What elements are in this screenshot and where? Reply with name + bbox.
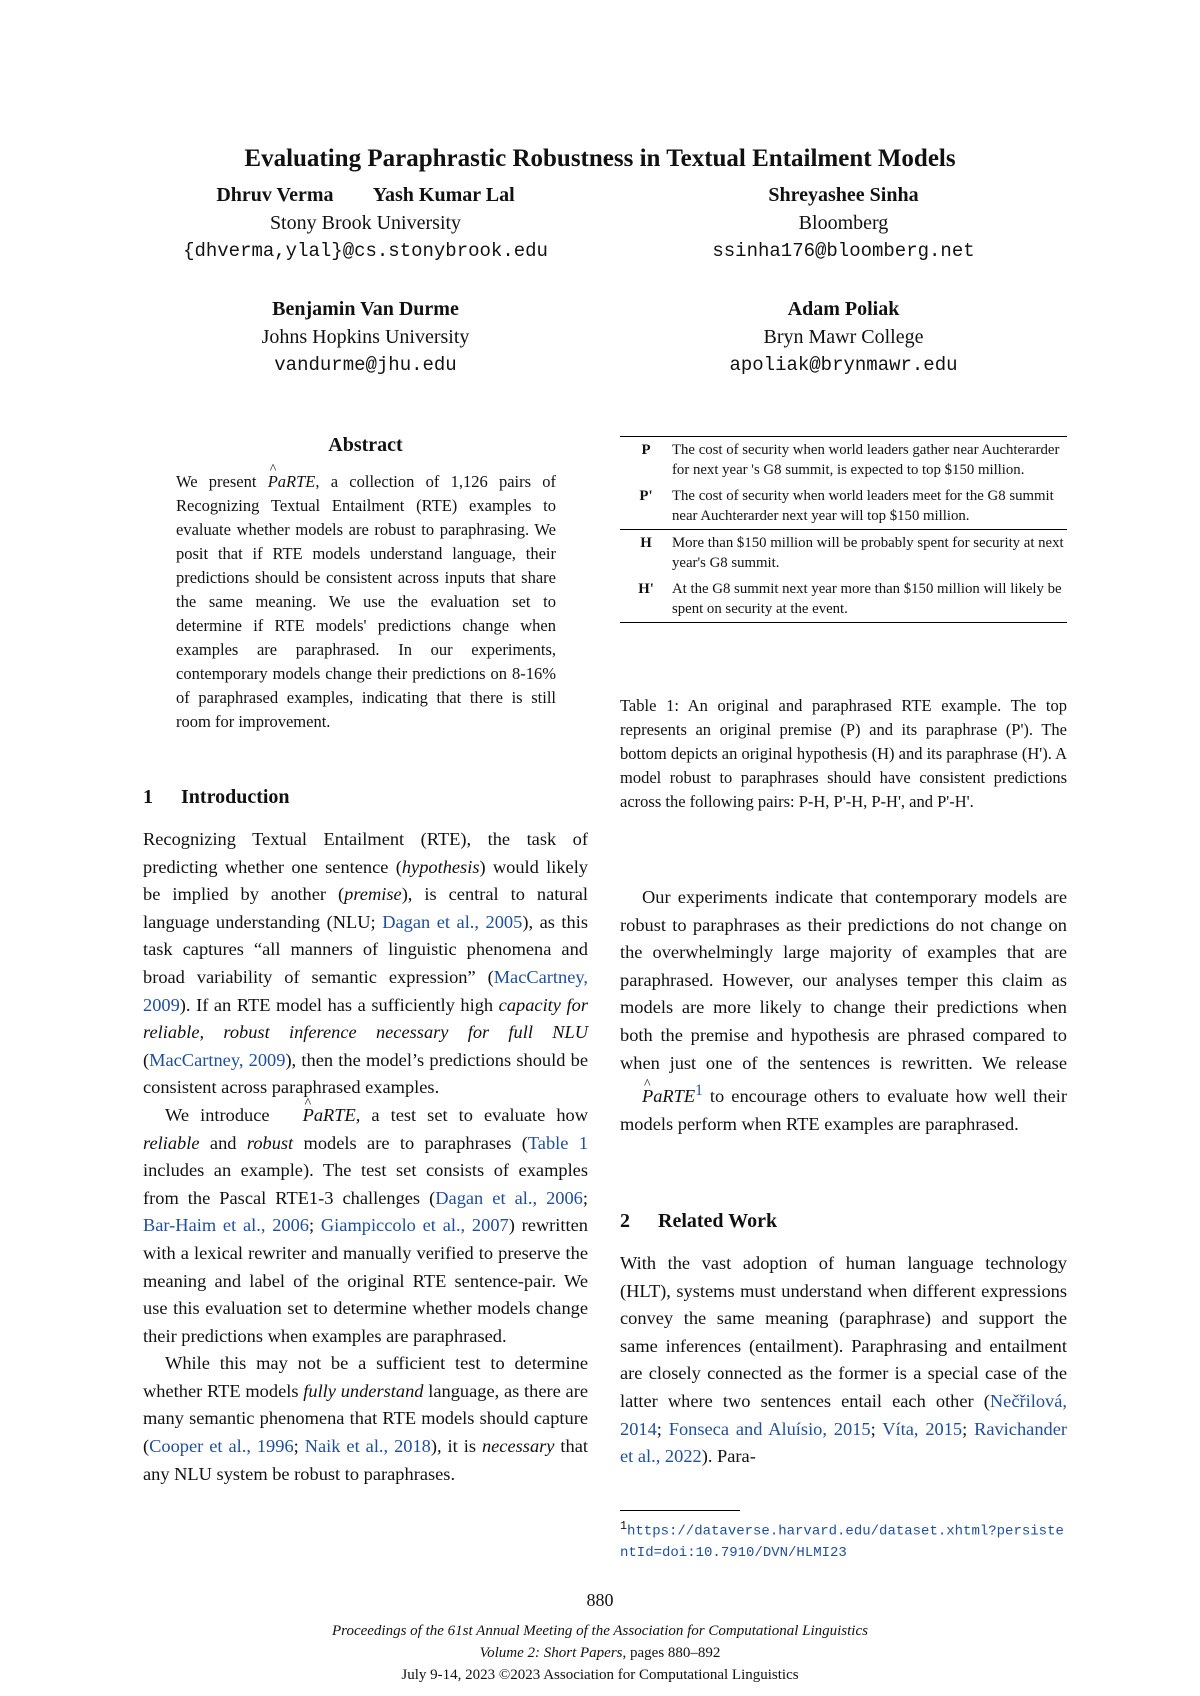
table-row	[620, 576, 1067, 622]
table-caption: Table 1: An original and paraphrased RTE example. The top represents an original premise (P) and its paraphrase (P'). The bottom depicts an original hypothesis (H) and its paraphrase (H'). A model robust to paraphrases should have consistent predictions across the following pairs: P-H, P'-H, P-H', and P'-H'.	[620, 696, 1067, 811]
section-heading-introduction	[143, 786, 588, 809]
author-block-brynmawr	[620, 295, 1067, 379]
section-heading-related-work	[620, 1210, 1067, 1233]
citation-link[interactable]: MacCartney, 2009	[149, 1049, 286, 1070]
footnote	[620, 1516, 1067, 1564]
author-names: Adam Poliak	[787, 298, 900, 320]
citation-link[interactable]: MacCartney, 2009	[143, 966, 588, 1015]
citation-link[interactable]: Nečřilová, 2014	[620, 1390, 1067, 1439]
citation-link[interactable]: Giampiccolo et al., 2007	[320, 1215, 509, 1236]
citation-link[interactable]: Ravichander et al., 2022	[620, 1418, 1067, 1467]
row-text: More than $150 million will be probably spent for security at next year's G8 summit.	[672, 535, 1064, 571]
abstract-text	[176, 470, 556, 734]
intro-paragraph-2: We introduce ^ PaRTE, a test set to evaluate how reliable and robust models are to paraphrases (Table 1 includes an example). The test set consists of examples from the Pascal RTE1-3 challenges (Dagan et al., 2006; Bar-Haim et al., 2006; Giampiccolo et al., 2007) rewritten with a lexical rewriter and manually verified to preserve the meaning and label of the original RTE sentence-pair. We use this evaluation set to determine whether models change their predictions when examples are paraphrased.	[143, 1102, 588, 1350]
intro-paragraph-3: While this may not be a sufficient test to determine whether RTE models fully understand language, as there are many semantic phenomena that RTE models should capture (Cooper et al., 1996; Naik et al., 2018), it is necessary that any NLU system be robust to paraphrases.	[143, 1353, 589, 1484]
paper-title: Evaluating Paraphrastic Robustness in Textual Entailment Models	[244, 145, 956, 172]
author-email[interactable]: ssinha176@bloomberg.net	[712, 240, 975, 262]
citation-link[interactable]: Bar-Haim et al., 2006	[143, 1215, 309, 1236]
author-email[interactable]: apoliak@brynmawr.edu	[729, 354, 958, 376]
author-block-bloomberg	[620, 181, 1067, 265]
dataset-name: ^ PaRTE	[281, 1102, 356, 1130]
proceedings-footer	[0, 1620, 1200, 1686]
dataset-name: ^ PaRTE	[268, 470, 316, 494]
footnote-mark[interactable]: 1	[695, 1082, 703, 1100]
table-row	[620, 483, 1067, 529]
proceedings-line-3: July 9-14, 2023 ©2023 Association for Computational Linguistics	[401, 1667, 799, 1683]
proceedings-line-1: Proceedings of the 61st Annual Meeting of the Association for Computational Linguistics	[332, 1623, 868, 1639]
table-row	[620, 530, 1067, 576]
footnote-rule	[620, 1510, 740, 1511]
abstract-text-before: We present	[176, 472, 257, 491]
citation-link[interactable]: Dagan et al., 2005	[382, 911, 523, 932]
footnote-number: 1	[620, 1519, 627, 1533]
abstract-text-after: , a collection of 1,126 pairs of Recognizing Textual Entailment (RTE) examples to evaluate whether models are robust to paraphrasing. We posit that if RTE models understand language, their predictions should be consistent across inputs that share the same meaning. We use the evaluation set to determine if RTE models' predictions change when examples are paraphrased. In our experiments, contemporary models change their predictions on 8-16% of paraphrased examples, indicating that there is still room for improvement.	[176, 472, 557, 731]
page-number: 880	[586, 1590, 614, 1610]
footnote-url-link[interactable]: https://dataverse.harvard.edu/dataset.xhtml?persistentId=doi:10.7910/DVN/HLMI23	[620, 1523, 1064, 1561]
dataset-name: ^ PaRTE	[620, 1083, 695, 1111]
row-text: At the G8 summit next year more than $150 million will likely be spent on security at the event.	[672, 581, 1062, 617]
citation-link[interactable]: Naik et al., 2018	[304, 1436, 431, 1457]
section-number: 1	[143, 786, 153, 808]
related-paragraph-1: With the vast adoption of human language technology (HLT), systems must understand when different expressions convey the same meaning (paraphrase) and support the same inferences (entailment). Paraphrasing and entailment are closely connected as the former is a special case of the latter where two sentences entail each other (Nečřilová, 2014; Fonseca and Aluísio, 2015; Víta, 2015; Ravichander et al., 2022). Para-	[620, 1253, 1067, 1467]
row-text: The cost of security when world leaders gather near Auchterarder for next year 's G8 summit, is expected to top $150 million.	[672, 442, 1060, 478]
introduction-body	[143, 826, 588, 1488]
section-number: 2	[620, 1210, 630, 1232]
author-email[interactable]: vandurme@jhu.edu	[274, 354, 457, 376]
row-label: P	[641, 442, 651, 458]
abstract-heading: Abstract	[328, 434, 403, 456]
author-names: Benjamin Van Durme	[272, 298, 459, 320]
author-block-jhu	[143, 295, 588, 379]
row-label: P'	[639, 488, 653, 504]
section-title: Introduction	[181, 786, 290, 808]
author-affiliation: Stony Brook University	[269, 212, 462, 234]
right-column-body	[620, 884, 1067, 1138]
author-names: Shreyashee Sinha	[768, 184, 919, 206]
author-block-stonybrook	[143, 181, 588, 265]
citation-link[interactable]: Fonseca and Aluísio, 2015	[668, 1418, 871, 1439]
row-label: H	[640, 535, 652, 551]
author-affiliation: Johns Hopkins University	[261, 326, 470, 348]
row-label: H'	[638, 581, 654, 597]
table-row	[620, 437, 1067, 483]
intro-paragraph-1: Recognizing Textual Entailment (RTE), the task of predicting whether one sentence (hypothesis) would likely be implied by another (premise), is central to natural language understanding (NLU; Dagan et al., 2005), as this task captures “all manners of linguistic phenomena and broad variability of semantic expression” (MacCartney, 2009). If an RTE model has a sufficiently high capacity for reliable, robust inference necessary for full NLU (MacCartney, 2009), then the model’s predictions should be consistent across paraphrased examples.	[143, 829, 589, 1098]
citation-link[interactable]: Cooper et al., 1996	[149, 1436, 294, 1457]
section-title: Related Work	[658, 1210, 778, 1232]
citation-link[interactable]: Dagan et al., 2006	[435, 1187, 583, 1208]
author-affiliation: Bryn Mawr College	[763, 326, 924, 348]
example-table	[620, 436, 1067, 623]
proceedings-line-2: Volume 2: Short Papers, pages 880–892	[479, 1645, 721, 1661]
citation-link[interactable]: Víta, 2015	[882, 1418, 963, 1439]
right-paragraph-1: Our experiments indicate that contemporary models are robust to paraphrases as their predictions do not change on the overwhelmingly large majority of examples that are paraphrased. However, our analyses temper this claim as models are more likely to change their predictions when both the premise and hypothesis are phrased compared to when just one of the sentences is rewritten. We release ^ PaRTE$^1$ to encourage others to evaluate how well their models perform when RTE examples are paraphrased.	[620, 884, 1067, 1138]
author-affiliation: Bloomberg	[798, 212, 889, 234]
related-work-body	[620, 1250, 1067, 1471]
table-ref-link[interactable]: Table 1	[527, 1132, 589, 1153]
author-names: Dhruv Verma Yash Kumar Lal	[216, 184, 515, 206]
author-email[interactable]: {dhverma,ylal}@cs.stonybrook.edu	[183, 240, 548, 262]
row-text: The cost of security when world leaders meet for the G8 summit near Auchterarder next year will top $150 million.	[672, 488, 1054, 524]
